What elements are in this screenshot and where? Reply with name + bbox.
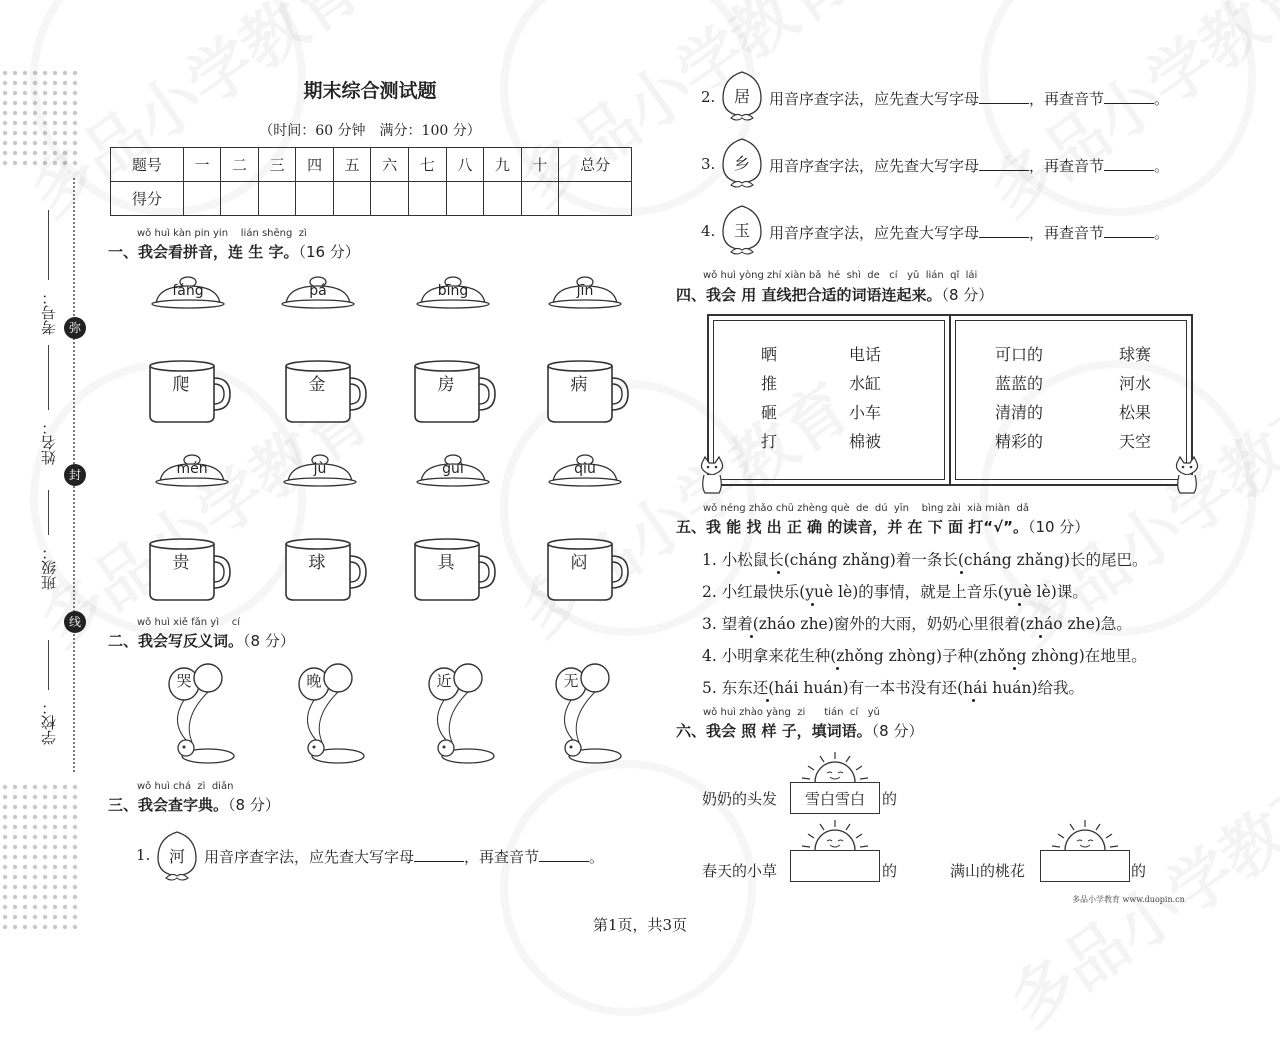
- balloon-figure: [294, 660, 374, 770]
- peach-card: [719, 135, 765, 191]
- score-table-header-row: [111, 148, 632, 182]
- exam-number-rule: [48, 210, 49, 280]
- emphasis-dot: [836, 667, 839, 670]
- balloon-figure: [551, 660, 631, 770]
- match-noun[interactable]: 水缸: [849, 374, 882, 393]
- sun-icon: [800, 750, 870, 784]
- lid-card[interactable]: [545, 274, 625, 310]
- example-answer-box: [790, 782, 880, 814]
- sun-icon: [1050, 818, 1120, 852]
- dictionary-question: [701, 222, 715, 240]
- emphasis-dot: [811, 603, 814, 606]
- emphasis-dot: [750, 635, 753, 638]
- question1-suffix: 的: [882, 862, 898, 880]
- question-text-b: ，再查音节: [464, 848, 540, 866]
- lid-pinyin: mén: [176, 461, 208, 477]
- lid-card[interactable]: [152, 452, 232, 488]
- score-input-cell[interactable]: [221, 182, 259, 216]
- section2-pinyin: wǒ huì xiě fǎn yì cí: [137, 617, 240, 628]
- emphasis-dot: [972, 699, 975, 702]
- balloon-figure: [164, 660, 244, 770]
- score-cell-header: 一: [183, 148, 221, 182]
- emphasis-dot: [766, 699, 769, 702]
- mug-card[interactable]: [284, 360, 368, 424]
- lid-pinyin: fáng: [172, 283, 204, 299]
- section3-title-text: 三、我会查字典。: [108, 796, 229, 814]
- score-input-cell[interactable]: [296, 182, 334, 216]
- match-verb[interactable]: 打: [761, 432, 778, 451]
- name-label: 姓名：: [40, 420, 58, 465]
- mug-card[interactable]: [413, 360, 497, 424]
- balloon-figure: [424, 660, 504, 770]
- match-object[interactable]: 球赛: [1119, 345, 1152, 364]
- question-text-a: 用音序查字法，应先查大写字母: [769, 157, 980, 175]
- dictionary-question: [136, 846, 150, 864]
- lid-pinyin: jù: [313, 461, 327, 477]
- match-object[interactable]: 松果: [1119, 403, 1152, 422]
- seal-feng: 封: [64, 464, 86, 486]
- section6-title-text: 六、我会 照 样 子，填词语。: [676, 722, 872, 740]
- pronunciation-sentence[interactable]: 2. 小红最快乐(yuè lè)的事情，就是上音乐(yuè lè)课。: [702, 583, 1088, 601]
- match-verb[interactable]: 晒: [761, 345, 778, 364]
- score-input-cell[interactable]: [333, 182, 371, 216]
- cat-icon: [1172, 455, 1202, 495]
- match-noun[interactable]: 电话: [849, 345, 882, 364]
- mug-card[interactable]: [546, 360, 630, 424]
- score-input-cell[interactable]: [258, 182, 296, 216]
- score-table: [110, 147, 632, 216]
- dictionary-question-text: [769, 155, 1169, 176]
- match-adjective[interactable]: 清清的: [995, 403, 1044, 422]
- answer-box[interactable]: [1040, 850, 1130, 882]
- lid-card[interactable]: [278, 274, 358, 310]
- question-number: 1.: [136, 846, 151, 864]
- example-answer: 雪白雪白: [804, 790, 865, 808]
- match-noun[interactable]: 小车: [849, 403, 882, 422]
- letter-answer-blank[interactable]: [414, 849, 464, 862]
- section2-title: [108, 630, 295, 651]
- question-number: 3.: [701, 155, 716, 173]
- section2-title-text: 二、我会写反义词。: [108, 632, 244, 650]
- dictionary-question: [701, 88, 715, 106]
- score-input-cell[interactable]: [484, 182, 522, 216]
- score-cell-header: 七: [409, 148, 447, 182]
- score-cell-header: 题号: [111, 148, 184, 182]
- match-adjective[interactable]: 精彩的: [995, 432, 1044, 451]
- score-cell-header: 二: [221, 148, 259, 182]
- section6-points: （8 分）: [871, 722, 924, 740]
- seal-xian: 线: [64, 611, 86, 633]
- matching-box-left: [707, 314, 951, 486]
- peach-character: 居: [733, 87, 750, 106]
- lid-pinyin: qiú: [574, 461, 596, 477]
- section6-title: [676, 720, 923, 741]
- lid-pinyin: guì: [442, 461, 464, 477]
- letter-answer-blank[interactable]: [979, 91, 1029, 104]
- dictionary-question-text: [769, 88, 1169, 109]
- score-input-cell[interactable]: [409, 182, 447, 216]
- score-cell-header: 四: [296, 148, 334, 182]
- question-text-b: ，再查音节: [1029, 224, 1105, 242]
- mug-character: 金: [308, 375, 326, 395]
- dictionary-question-text: [204, 846, 604, 867]
- syllable-answer-blank[interactable]: [1104, 158, 1154, 171]
- lid-card[interactable]: [413, 274, 493, 310]
- matching-box-right: [949, 314, 1193, 486]
- emphasis-dot: [1013, 667, 1016, 670]
- question-text-a: 用音序查字法，应先查大写字母: [769, 224, 980, 242]
- section3-title: [108, 794, 280, 815]
- score-cell-header: 五: [333, 148, 371, 182]
- example-prefix: 奶奶的头发: [702, 790, 778, 808]
- score-cell-header: 八: [446, 148, 484, 182]
- pronunciation-sentence[interactable]: 4. 小明拿来花生种(zhǒng zhòng)子种(zhǒng zhòng)在地里。: [702, 647, 1147, 665]
- lid-card[interactable]: [413, 452, 493, 488]
- score-cell-header: 三: [258, 148, 296, 182]
- question-text-end: 。: [1154, 90, 1170, 108]
- question2-prefix: 满山的桃花: [950, 862, 1026, 880]
- section4-pinyin: wǒ huì yòng zhí xiàn bǎ hé shì de cí yǔ lián qǐ lái: [703, 270, 978, 281]
- lid-pinyin: bīng: [437, 283, 469, 299]
- mug-character: 病: [570, 375, 588, 395]
- mug-character: 闷: [570, 553, 588, 573]
- question-text-end: 。: [1154, 224, 1170, 242]
- score-cell-header: 十: [521, 148, 559, 182]
- pronunciation-sentence[interactable]: 1. 小松鼠长(cháng zhǎng)着一条长(cháng zhǎng)长的尾巴。: [702, 551, 1148, 569]
- example-suffix: 的: [882, 790, 898, 808]
- section4-points: （8 分）: [941, 286, 994, 304]
- letter-answer-blank[interactable]: [979, 225, 1029, 238]
- exam-number-label: 考号：: [40, 290, 58, 335]
- page-title: 期末综合测试题: [303, 80, 437, 102]
- section4-title-text: 四、我会 用 直线把合适的词语连起来。: [676, 286, 942, 304]
- emphasis-dot: [1039, 635, 1042, 638]
- lid-card[interactable]: [148, 274, 228, 310]
- balloon-character: 近: [436, 672, 452, 690]
- match-object[interactable]: 天空: [1119, 432, 1152, 451]
- cat-icon: [697, 455, 727, 495]
- pronunciation-sentence[interactable]: 5. 东东还(hái huán)有一本书没有还(hái huán)给我。: [702, 679, 1084, 697]
- section1-title-text: 一、我会看拼音，连 生 字。: [108, 243, 299, 261]
- name-rule: [48, 345, 49, 410]
- match-adjective[interactable]: 可口的: [995, 345, 1044, 364]
- score-row-label: 得分: [111, 182, 184, 216]
- peach-character: 玉: [733, 221, 750, 240]
- mug-character: 爬: [172, 375, 190, 395]
- syllable-answer-blank[interactable]: [1104, 225, 1154, 238]
- peach-card: [719, 202, 765, 258]
- mug-character: 贵: [172, 553, 190, 573]
- section4-title: [676, 284, 993, 305]
- lid-card[interactable]: [545, 452, 625, 488]
- match-verb[interactable]: 推: [761, 374, 778, 393]
- question-text-a: 用音序查字法，应先查大写字母: [769, 90, 980, 108]
- section1-points: （16 分）: [298, 243, 360, 261]
- question-text-end: 。: [1154, 157, 1170, 175]
- section1-pinyin: wǒ huì kàn pin yin lián shēng zì: [137, 228, 307, 239]
- syllable-answer-blank[interactable]: [539, 849, 589, 862]
- score-input-cell[interactable]: [559, 182, 632, 216]
- section5-title: [676, 516, 1089, 537]
- balloon-character: 无: [563, 672, 579, 690]
- section5-title-text: 五、我 能 找 出 正 确 的读音，并 在 下 面 打“√”。: [676, 518, 1028, 536]
- section1-title: [108, 241, 360, 262]
- section2-points: （8 分）: [243, 632, 295, 650]
- dictionary-question: [701, 155, 715, 173]
- lid-card[interactable]: [280, 452, 360, 488]
- section5-points: （10 分）: [1027, 518, 1090, 536]
- peach-card: [719, 68, 765, 124]
- score-input-cell[interactable]: [446, 182, 484, 216]
- lid-pinyin: jīn: [576, 283, 594, 299]
- peach-character: 乡: [733, 154, 750, 173]
- question-text-a: 用音序查字法，应先查大写字母: [204, 848, 415, 866]
- match-object[interactable]: 河水: [1119, 374, 1152, 393]
- class-label: 班级：: [40, 545, 58, 590]
- question-text-b: ，再查音节: [1029, 157, 1105, 175]
- sun-icon: [800, 818, 870, 852]
- emphasis-dot: [960, 571, 963, 574]
- score-input-cell[interactable]: [183, 182, 221, 216]
- balloon-character: 晚: [306, 672, 322, 690]
- lid-pinyin: pá: [309, 283, 327, 299]
- mug-card[interactable]: [546, 538, 630, 602]
- section5-pinyin: wǒ néng zhǎo chū zhèng què de dú yīn bìng zài xià miàn dǎ: [703, 503, 1029, 514]
- score-cell-header: 六: [371, 148, 409, 182]
- exam-info: （时间：60 分钟 满分：100 分）: [259, 123, 481, 139]
- dot-pattern-bottom: [0, 782, 82, 932]
- peach-character: 河: [168, 847, 185, 866]
- seal-mi: 弥: [64, 317, 86, 339]
- question-text-b: ，再查音节: [1029, 90, 1105, 108]
- answer-box[interactable]: [790, 850, 880, 882]
- dictionary-question-text: [769, 222, 1169, 243]
- question1-prefix: 春天的小草: [702, 862, 778, 880]
- peach-card: [154, 828, 200, 884]
- balloon-character: 哭: [176, 672, 192, 690]
- emphasis-dot: [777, 571, 780, 574]
- page-number: 第1页，共3页: [592, 916, 688, 934]
- mug-card[interactable]: [413, 538, 497, 602]
- mug-card[interactable]: [148, 538, 232, 602]
- question-text-end: 。: [589, 848, 605, 866]
- score-cell-header: 九: [484, 148, 522, 182]
- question-number: 4.: [701, 222, 716, 240]
- match-noun[interactable]: 棉被: [849, 432, 882, 451]
- syllable-answer-blank[interactable]: [1104, 91, 1154, 104]
- match-verb[interactable]: 砸: [761, 403, 778, 422]
- score-input-cell[interactable]: [371, 182, 409, 216]
- section3-pinyin: wǒ huì chá zì diǎn: [137, 781, 234, 792]
- brand-text: 多品小学教育 www.duopin.cn: [1072, 895, 1185, 904]
- question-number: 2.: [701, 88, 716, 106]
- match-adjective[interactable]: 蓝蓝的: [995, 374, 1044, 393]
- mug-character: 具: [437, 553, 455, 573]
- section6-pinyin: wǒ huì zhào yàng zi tián cí yǔ: [703, 707, 880, 718]
- emphasis-dot: [1018, 603, 1021, 606]
- letter-answer-blank[interactable]: [979, 158, 1029, 171]
- question2-suffix: 的: [1131, 862, 1147, 880]
- mug-character: 房: [437, 375, 455, 395]
- class-rule: [48, 490, 49, 535]
- mug-card[interactable]: [148, 360, 232, 424]
- pronunciation-sentence[interactable]: 3. 望着(zháo zhe)窗外的大雨，奶奶心里很着(zháo zhe)急。: [702, 615, 1132, 633]
- school-rule: [48, 640, 49, 690]
- mug-character: 球: [308, 553, 326, 573]
- score-cell-header: 总分: [559, 148, 632, 182]
- school-label: 学校：: [40, 700, 58, 745]
- score-input-cell[interactable]: [521, 182, 559, 216]
- mug-card[interactable]: [284, 538, 368, 602]
- section3-points: （8 分）: [228, 796, 280, 814]
- score-table-score-row: [111, 182, 632, 216]
